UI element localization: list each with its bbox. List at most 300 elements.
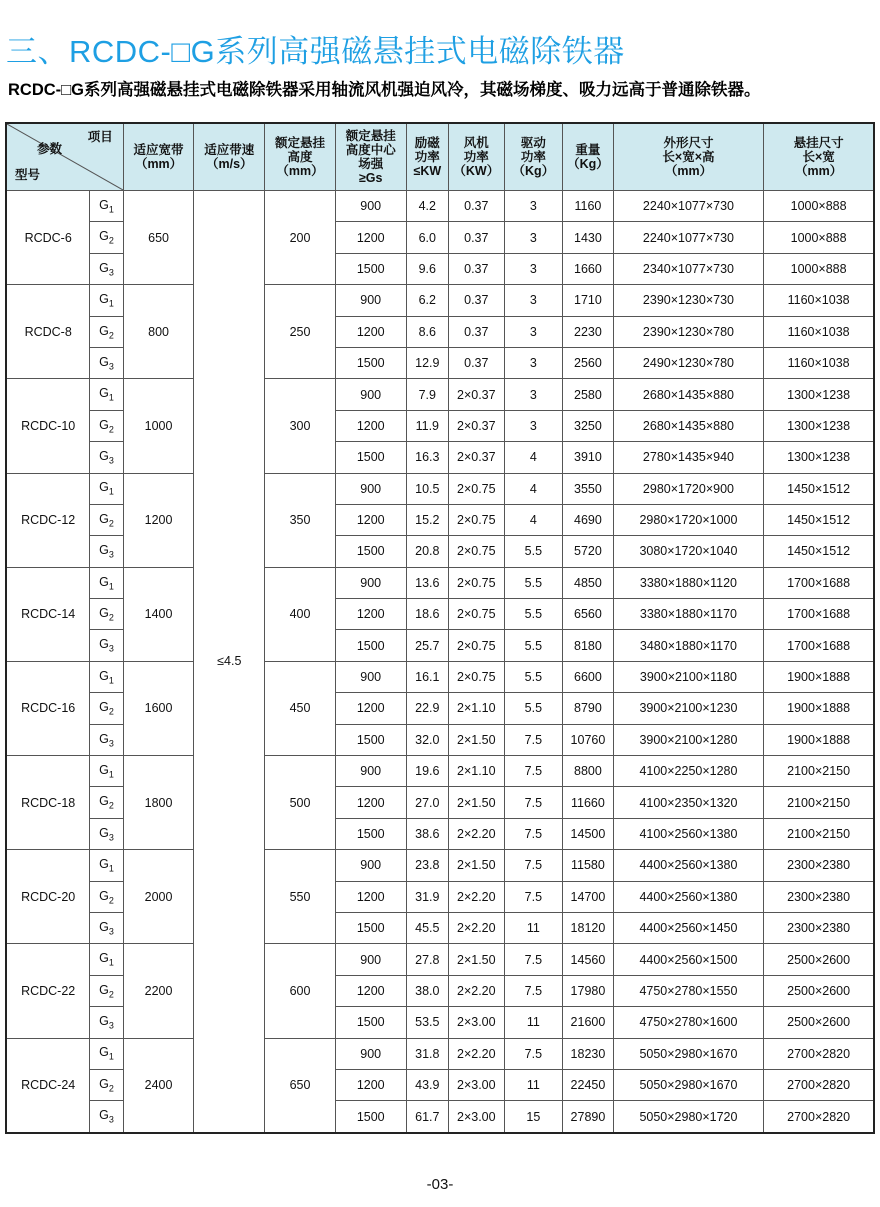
drive-cell: 7.5 <box>504 724 563 755</box>
belt-speed-cell: ≤4.5 <box>194 191 265 1133</box>
excitation-cell: 22.9 <box>406 693 448 724</box>
weight-cell: 8180 <box>563 630 614 661</box>
page-number: -03- <box>426 1176 454 1193</box>
dimensions-cell: 4400×2560×1380 <box>613 850 764 881</box>
excitation-cell: 15.2 <box>406 504 448 535</box>
model-cell: RCDC-6 <box>6 191 90 285</box>
belt-width-cell: 1000 <box>123 379 194 473</box>
grade-subscript: 3 <box>108 738 114 749</box>
table-row <box>6 473 874 504</box>
grade-letter: G <box>99 700 109 715</box>
fan-cell: 2×2.20 <box>449 912 505 943</box>
excitation-cell: 7.9 <box>406 379 448 410</box>
grade-cell <box>90 881 123 912</box>
excitation-cell: 43.9 <box>406 1069 448 1100</box>
excitation-cell: 61.7 <box>406 1101 448 1133</box>
rated-height-cell: 350 <box>265 473 336 567</box>
hanging-cell: 1700×1688 <box>764 567 874 598</box>
hanging-cell: 2300×2380 <box>764 881 874 912</box>
field-cell: 1200 <box>335 504 406 535</box>
hanging-cell: 1160×1038 <box>764 347 874 378</box>
drive-cell: 5.5 <box>504 567 563 598</box>
grade-cell <box>90 787 123 818</box>
hanging-cell: 2500×2600 <box>764 975 874 1006</box>
dimensions-cell: 5050×2980×1670 <box>613 1069 764 1100</box>
table-row <box>6 567 874 598</box>
grade-subscript: 2 <box>108 895 114 906</box>
grade-cell <box>90 410 123 441</box>
dimensions-cell: 5050×2980×1720 <box>613 1101 764 1133</box>
drive-cell: 7.5 <box>504 818 563 849</box>
grade-subscript: 2 <box>108 1083 114 1094</box>
dimensions-cell: 2490×1230×780 <box>613 347 764 378</box>
grade-letter: G <box>99 260 109 275</box>
grade-letter: G <box>99 951 109 966</box>
fan-cell: 2×1.50 <box>449 944 505 975</box>
dimensions-cell: 3380×1880×1120 <box>613 567 764 598</box>
grade-cell <box>90 661 123 692</box>
header-center-field: 额定悬挂 高度中心 场强 ≥Gs <box>335 123 406 191</box>
field-cell: 900 <box>335 191 406 222</box>
grade-letter: G <box>99 731 109 746</box>
dimensions-cell: 2980×1720×1000 <box>613 504 764 535</box>
grade-letter: G <box>99 1014 109 1029</box>
grade-letter: G <box>99 323 109 338</box>
drive-cell: 3 <box>504 253 563 284</box>
spec-table <box>5 122 875 1134</box>
hanging-cell: 2100×2150 <box>764 787 874 818</box>
excitation-cell: 8.6 <box>406 316 448 347</box>
hanging-cell: 2500×2600 <box>764 944 874 975</box>
field-cell: 1500 <box>335 1007 406 1038</box>
dimensions-cell: 3480×1880×1170 <box>613 630 764 661</box>
header-rated-height: 额定悬挂 高度 （mm） <box>265 123 336 191</box>
grade-cell <box>90 756 123 787</box>
hanging-cell: 2700×2820 <box>764 1101 874 1133</box>
dimensions-cell: 4400×2560×1450 <box>613 912 764 943</box>
weight-cell: 17980 <box>563 975 614 1006</box>
dimensions-cell: 3380×1880×1170 <box>613 599 764 630</box>
weight-cell: 3910 <box>563 442 614 473</box>
dimensions-cell: 2390×1230×730 <box>613 285 764 316</box>
fan-cell: 0.37 <box>449 222 505 253</box>
header-belt-speed: 适应带速 （m/s） <box>194 123 265 191</box>
rated-height-cell: 650 <box>265 1038 336 1133</box>
drive-cell: 7.5 <box>504 975 563 1006</box>
weight-cell: 1430 <box>563 222 614 253</box>
dimensions-cell: 2680×1435×880 <box>613 379 764 410</box>
excitation-cell: 25.7 <box>406 630 448 661</box>
grade-letter: G <box>99 762 109 777</box>
grade-subscript: 2 <box>108 706 114 717</box>
grade-subscript: 1 <box>108 581 114 592</box>
grade-subscript: 2 <box>108 989 114 1000</box>
field-cell: 1200 <box>335 975 406 1006</box>
header-model-label: 型号 <box>15 168 41 182</box>
hanging-cell: 1000×888 <box>764 253 874 284</box>
grade-cell <box>90 191 123 222</box>
field-cell: 1500 <box>335 818 406 849</box>
grade-letter: G <box>99 229 109 244</box>
weight-cell: 14700 <box>563 881 614 912</box>
hanging-cell: 1450×1512 <box>764 536 874 567</box>
header-hanging-size: 悬挂尺寸 长×宽 （mm） <box>764 123 874 191</box>
weight-cell: 27890 <box>563 1101 614 1133</box>
excitation-cell: 6.2 <box>406 285 448 316</box>
grade-cell <box>90 316 123 347</box>
dimensions-cell: 2240×1077×730 <box>613 222 764 253</box>
excitation-cell: 27.0 <box>406 787 448 818</box>
weight-cell: 1660 <box>563 253 614 284</box>
field-cell: 1500 <box>335 724 406 755</box>
weight-cell: 1160 <box>563 191 614 222</box>
belt-width-cell: 800 <box>123 285 194 379</box>
table-row <box>6 661 874 692</box>
grade-letter: G <box>99 637 109 652</box>
fan-cell: 2×0.75 <box>449 504 505 535</box>
dimensions-cell: 2780×1435×940 <box>613 442 764 473</box>
grade-cell <box>90 1038 123 1069</box>
belt-width-cell: 1800 <box>123 756 194 850</box>
table-row <box>6 756 874 787</box>
weight-cell: 2560 <box>563 347 614 378</box>
model-cell: RCDC-16 <box>6 661 90 755</box>
drive-cell: 3 <box>504 191 563 222</box>
table-row <box>6 1038 874 1069</box>
grade-cell <box>90 944 123 975</box>
rated-height-cell: 450 <box>265 661 336 755</box>
excitation-cell: 9.6 <box>406 253 448 284</box>
weight-cell: 11580 <box>563 850 614 881</box>
grade-letter: G <box>99 292 109 307</box>
model-cell: RCDC-18 <box>6 756 90 850</box>
excitation-cell: 45.5 <box>406 912 448 943</box>
fan-cell: 2×0.75 <box>449 661 505 692</box>
drive-cell: 7.5 <box>504 756 563 787</box>
grade-cell <box>90 1069 123 1100</box>
drive-cell: 3 <box>504 316 563 347</box>
fan-cell: 2×0.75 <box>449 473 505 504</box>
model-cell: RCDC-22 <box>6 944 90 1038</box>
rated-height-cell: 550 <box>265 850 336 944</box>
grade-subscript: 3 <box>108 1114 114 1125</box>
field-cell: 900 <box>335 1038 406 1069</box>
grade-subscript: 2 <box>108 800 114 811</box>
rated-height-cell: 250 <box>265 285 336 379</box>
belt-width-cell: 1400 <box>123 567 194 661</box>
hanging-cell: 2700×2820 <box>764 1069 874 1100</box>
weight-cell: 18120 <box>563 912 614 943</box>
hanging-cell: 1000×888 <box>764 191 874 222</box>
excitation-cell: 10.5 <box>406 473 448 504</box>
weight-cell: 3250 <box>563 410 614 441</box>
grade-subscript: 1 <box>108 1051 114 1062</box>
dimensions-cell: 5050×2980×1670 <box>613 1038 764 1069</box>
belt-width-cell: 2000 <box>123 850 194 944</box>
excitation-cell: 12.9 <box>406 347 448 378</box>
weight-cell: 8800 <box>563 756 614 787</box>
weight-cell: 4850 <box>563 567 614 598</box>
drive-cell: 7.5 <box>504 944 563 975</box>
hanging-cell: 1160×1038 <box>764 285 874 316</box>
field-cell: 900 <box>335 473 406 504</box>
hanging-cell: 1160×1038 <box>764 316 874 347</box>
fan-cell: 2×0.37 <box>449 442 505 473</box>
drive-cell: 4 <box>504 473 563 504</box>
drive-cell: 3 <box>504 222 563 253</box>
table-row <box>6 379 874 410</box>
table-row <box>6 850 874 881</box>
grade-cell <box>90 724 123 755</box>
header-corner-cell <box>6 123 123 191</box>
field-cell: 1500 <box>335 442 406 473</box>
table-body <box>6 191 874 1133</box>
fan-cell: 0.37 <box>449 316 505 347</box>
field-cell: 900 <box>335 756 406 787</box>
fan-cell: 2×2.20 <box>449 1038 505 1069</box>
dimensions-cell: 3080×1720×1040 <box>613 536 764 567</box>
grade-subscript: 3 <box>108 1020 114 1031</box>
dimensions-cell: 4750×2780×1600 <box>613 1007 764 1038</box>
dimensions-cell: 4100×2350×1320 <box>613 787 764 818</box>
drive-cell: 5.5 <box>504 599 563 630</box>
grade-letter: G <box>99 197 109 212</box>
drive-cell: 4 <box>504 442 563 473</box>
grade-cell <box>90 599 123 630</box>
grade-cell <box>90 504 123 535</box>
grade-letter: G <box>99 543 109 558</box>
grade-cell <box>90 473 123 504</box>
weight-cell: 22450 <box>563 1069 614 1100</box>
field-cell: 1200 <box>335 316 406 347</box>
dimensions-cell: 2390×1230×780 <box>613 316 764 347</box>
model-cell: RCDC-12 <box>6 473 90 567</box>
drive-cell: 4 <box>504 504 563 535</box>
weight-cell: 14560 <box>563 944 614 975</box>
hanging-cell: 2500×2600 <box>764 1007 874 1038</box>
field-cell: 900 <box>335 850 406 881</box>
rated-height-cell: 300 <box>265 379 336 473</box>
header-drive-power: 驱动 功率 （Kg） <box>504 123 563 191</box>
hanging-cell: 1300×1238 <box>764 379 874 410</box>
grade-cell <box>90 285 123 316</box>
grade-cell <box>90 818 123 849</box>
grade-letter: G <box>99 354 109 369</box>
hanging-cell: 1300×1238 <box>764 410 874 441</box>
grade-letter: G <box>99 919 109 934</box>
field-cell: 900 <box>335 661 406 692</box>
dimensions-cell: 2240×1077×730 <box>613 191 764 222</box>
grade-subscript: 3 <box>108 361 114 372</box>
field-cell: 900 <box>335 567 406 598</box>
grade-letter: G <box>99 1076 109 1091</box>
drive-cell: 7.5 <box>504 850 563 881</box>
belt-width-cell: 650 <box>123 191 194 285</box>
grade-cell <box>90 693 123 724</box>
hanging-cell: 1450×1512 <box>764 473 874 504</box>
excitation-cell: 38.0 <box>406 975 448 1006</box>
excitation-cell: 31.8 <box>406 1038 448 1069</box>
field-cell: 1500 <box>335 253 406 284</box>
fan-cell: 2×0.75 <box>449 599 505 630</box>
excitation-cell: 19.6 <box>406 756 448 787</box>
dimensions-cell: 4750×2780×1550 <box>613 975 764 1006</box>
model-cell: RCDC-24 <box>6 1038 90 1133</box>
header-param-label: 参数 <box>37 142 63 156</box>
grade-subscript: 2 <box>108 424 114 435</box>
field-cell: 1500 <box>335 1101 406 1133</box>
drive-cell: 5.5 <box>504 630 563 661</box>
grade-letter: G <box>99 386 109 401</box>
excitation-cell: 18.6 <box>406 599 448 630</box>
fan-cell: 0.37 <box>449 347 505 378</box>
hanging-cell: 1300×1238 <box>764 442 874 473</box>
grade-letter: G <box>99 1045 109 1060</box>
fan-cell: 0.37 <box>449 253 505 284</box>
rated-height-cell: 500 <box>265 756 336 850</box>
drive-cell: 5.5 <box>504 536 563 567</box>
fan-cell: 2×0.37 <box>449 410 505 441</box>
grade-subscript: 1 <box>108 204 114 215</box>
model-cell: RCDC-20 <box>6 850 90 944</box>
grade-subscript: 2 <box>108 330 114 340</box>
fan-cell: 2×3.00 <box>449 1007 505 1038</box>
weight-cell: 18230 <box>563 1038 614 1069</box>
hanging-cell: 1450×1512 <box>764 504 874 535</box>
header-item-label: 项目 <box>87 130 113 144</box>
grade-letter: G <box>99 511 109 526</box>
dimensions-cell: 3900×2100×1230 <box>613 693 764 724</box>
excitation-cell: 27.8 <box>406 944 448 975</box>
hanging-cell: 1900×1888 <box>764 693 874 724</box>
field-cell: 900 <box>335 944 406 975</box>
grade-cell <box>90 630 123 661</box>
grade-letter: G <box>99 606 109 621</box>
grade-letter: G <box>99 794 109 809</box>
fan-cell: 2×0.37 <box>449 379 505 410</box>
weight-cell: 1710 <box>563 285 614 316</box>
excitation-cell: 6.0 <box>406 222 448 253</box>
hanging-cell: 1000×888 <box>764 222 874 253</box>
drive-cell: 3 <box>504 379 563 410</box>
grade-cell <box>90 442 123 473</box>
dimensions-cell: 4100×2250×1280 <box>613 756 764 787</box>
excitation-cell: 16.1 <box>406 661 448 692</box>
excitation-cell: 4.2 <box>406 191 448 222</box>
header-fan-power: 风机 功率 （KW） <box>449 123 505 191</box>
fan-cell: 2×1.50 <box>449 787 505 818</box>
grade-letter: G <box>99 480 109 495</box>
excitation-cell: 32.0 <box>406 724 448 755</box>
grade-subscript: 3 <box>108 832 114 843</box>
dimensions-cell: 3900×2100×1180 <box>613 661 764 692</box>
excitation-cell: 53.5 <box>406 1007 448 1038</box>
weight-cell: 2580 <box>563 379 614 410</box>
excitation-cell: 31.9 <box>406 881 448 912</box>
excitation-cell: 20.8 <box>406 536 448 567</box>
field-cell: 900 <box>335 379 406 410</box>
field-cell: 1200 <box>335 410 406 441</box>
grade-cell <box>90 536 123 567</box>
grade-letter: G <box>99 888 109 903</box>
field-cell: 1200 <box>335 599 406 630</box>
grade-letter: G <box>99 668 109 683</box>
grade-letter: G <box>99 574 109 589</box>
field-cell: 1500 <box>335 630 406 661</box>
dimensions-cell: 2340×1077×730 <box>613 253 764 284</box>
grade-subscript: 1 <box>108 863 114 874</box>
fan-cell: 2×2.20 <box>449 975 505 1006</box>
fan-cell: 2×0.75 <box>449 567 505 598</box>
drive-cell: 7.5 <box>504 787 563 818</box>
excitation-cell: 23.8 <box>406 850 448 881</box>
field-cell: 1200 <box>335 881 406 912</box>
fan-cell: 2×1.50 <box>449 724 505 755</box>
hanging-cell: 1900×1888 <box>764 661 874 692</box>
header-weight: 重量 （Kg） <box>563 123 614 191</box>
drive-cell: 3 <box>504 347 563 378</box>
field-cell: 1500 <box>335 536 406 567</box>
drive-cell: 5.5 <box>504 661 563 692</box>
dimensions-cell: 4400×2560×1500 <box>613 944 764 975</box>
excitation-cell: 11.9 <box>406 410 448 441</box>
fan-cell: 2×3.00 <box>449 1101 505 1133</box>
fan-cell: 0.37 <box>449 191 505 222</box>
dimensions-cell: 2680×1435×880 <box>613 410 764 441</box>
grade-subscript: 2 <box>108 235 114 246</box>
rated-height-cell: 600 <box>265 944 336 1038</box>
table-header-row <box>6 123 874 191</box>
drive-cell: 5.5 <box>504 693 563 724</box>
belt-width-cell: 2400 <box>123 1038 194 1133</box>
grade-letter: G <box>99 825 109 840</box>
field-cell: 1500 <box>335 347 406 378</box>
grade-letter: G <box>99 1108 109 1123</box>
weight-cell: 3550 <box>563 473 614 504</box>
model-cell: RCDC-8 <box>6 285 90 379</box>
dimensions-cell: 4400×2560×1380 <box>613 881 764 912</box>
drive-cell: 11 <box>504 1007 563 1038</box>
grade-subscript: 3 <box>108 926 114 937</box>
fan-cell: 2×3.00 <box>449 1069 505 1100</box>
header-belt-width: 适应宽带 （mm） <box>123 123 194 191</box>
grade-letter: G <box>99 857 109 872</box>
field-cell: 1500 <box>335 912 406 943</box>
rated-height-cell: 400 <box>265 567 336 661</box>
table-row <box>6 285 874 316</box>
header-dimensions: 外形尺寸 长×宽×高 （mm） <box>613 123 764 191</box>
grade-cell <box>90 347 123 378</box>
drive-cell: 3 <box>504 285 563 316</box>
hanging-cell: 2100×2150 <box>764 756 874 787</box>
grade-subscript: 1 <box>108 769 114 780</box>
fan-cell: 2×1.10 <box>449 756 505 787</box>
weight-cell: 2230 <box>563 316 614 347</box>
fan-cell: 2×1.50 <box>449 850 505 881</box>
field-cell: 900 <box>335 285 406 316</box>
weight-cell: 21600 <box>563 1007 614 1038</box>
drive-cell: 11 <box>504 1069 563 1100</box>
grade-letter: G <box>99 449 109 464</box>
grade-cell <box>90 253 123 284</box>
field-cell: 1200 <box>335 1069 406 1100</box>
grade-subscript: 3 <box>108 267 114 278</box>
dimensions-cell: 4100×2560×1380 <box>613 818 764 849</box>
grade-subscript: 1 <box>108 392 114 403</box>
page-title: 三、RCDC-□G系列高强磁悬挂式电磁除铁器 <box>6 34 625 69</box>
weight-cell: 4690 <box>563 504 614 535</box>
model-cell: RCDC-14 <box>6 567 90 661</box>
